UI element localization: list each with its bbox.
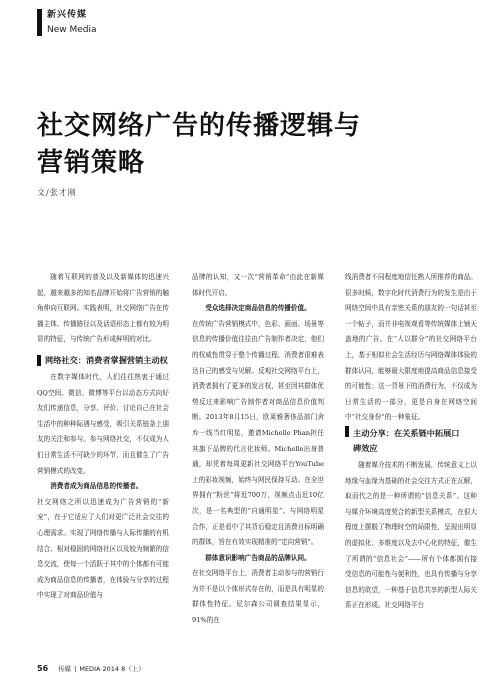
subheading-text: 网络社交：消费者掌握营销主动权 (45, 354, 168, 365)
subheading (37, 353, 169, 368)
paragraph: 在传统广告营销模式中，色彩、画面、场景等信息的传播价值往往由广告制作者决定，他们的权威性贯穿于整个传播过程，消费者很难表达自己的感受与见解。反观社交网络平台上，消费者拥有了更多的发言权，甚至因其群体优势反过来影响广告制作者对商品信息价值判断。2013年8月15日，欧莱雅奢侈品部门舍弃一线当红明星，邀请Michelle Phan担任其旗下品牌的代言化妆师。Michelle出身普通，却凭着每周更新社交网络平台YouTube上的彩妆视频，始终与网民保持互动。在全世界拥有“粉丝”将近700万，视频点击近10亿次，是一名典型的“自通明星”。与网络明星合作，正是看中了其背后稳定且消费目标明确的群体，旨在有效实现精准的“定向营销”。 (192, 319, 324, 547)
subheading-marker (37, 355, 41, 366)
paragraph-lead: 消费者成为商品信息的传播者。 (50, 482, 143, 491)
section-tag-en: New Media (47, 25, 97, 35)
subheading-text-line2: 碑效应 (353, 442, 378, 453)
paragraph: 在数字媒体时代，人们往往热衷于通过QQ空间、微信、微博等平台以动态方式向好友们传递信息，分享、评价、讨论自己在社会生活中的种种际遇与感受，吸引关系链条上朋友的关注和参与。参与网络社交，不仅成为人们日常生活不可缺少的环节，而且催生了广告营销模式的改变。 (37, 372, 169, 475)
section-tag-cn: 新兴传媒 (47, 10, 88, 20)
column-1 (37, 270, 169, 650)
article-title-line2: 营销策略 (37, 148, 146, 178)
paragraph-lead: 群体意识影响广告商品的品牌认同。 (205, 553, 311, 562)
paragraph: 随着互联网的普及以及新媒体的迅速兴起，越来越多的知名品牌开始将广告营销的触角伸向互联网。实践表明，社交网络广告在传播主体、传播路径以及话语形态上都有较为明显的特征，与传统广告形成鲜明的对比。 (37, 273, 169, 344)
subheading (345, 426, 477, 456)
section-tag (37, 9, 97, 36)
paragraph: 在社交网络平台上，消费者主动参与的营销行为并不是以个体形式存在的，而是具有明显的群体性特征。尼尔森公司调查结果显示，91%的在 (192, 569, 324, 625)
paragraph-lead: 受众选择决定商品信息的传播价值。 (205, 304, 311, 313)
paragraph: 品牌的认知，又一次“营销革命”由此在新媒体时代开启。 (192, 273, 324, 297)
column-3 (345, 270, 477, 650)
journal-name: 传媒 (58, 665, 72, 673)
paragraph: 社交网络之所以迅速成为广告营销的“新宠”，在于它适应了人们对更广泛社会交往的心理需求。实现了网络传播与人际传播的有机结合。相对稳固的网络社区以及较为频繁的信息交流，使每一个活跃于其中的个体都有可能成为商品信息的传播者，在体验与分享的过程中实现了对商品价值与 (37, 497, 169, 600)
article-title-line1: 社交网络广告的传播逻辑与 (37, 111, 362, 141)
paragraph: 随着媒介技术的不断发展，传统意义上以地缘与血缘为基础的社会交往方式正在瓦解，取而代之的是一种所谓的“信息关系”。这种与媒介环境高度契合的新型关系模式，在很大程度上摆脱了物理时空的局限性，呈现出明显的虚拟化、多维度以及去中心化的特征，催生了所谓的“信息社会”——所有个体都拥有接受信息的可能性与便利性，也具有传播与分享信息的欲望，一种基于信息共享的新型人际关系正在形成。社交网络平台 (345, 460, 477, 610)
footer-separator: | (74, 664, 77, 673)
journal-issue: MEDIA 2014 8（上） (79, 665, 145, 673)
page-footer (37, 664, 145, 673)
page-number: 56 (37, 664, 49, 673)
subheading-text-line1: 主动分享：在关系链中拓展口 (353, 427, 460, 438)
article-title (37, 108, 477, 182)
section-tag-bar (37, 9, 42, 36)
column-2 (192, 270, 324, 650)
paragraph: 线消费者不同程度地信任熟人所推荐的商品。很多时候，数字化时代消费行为的发生是由于网络空间中具有亲密关系的朋友的一句话甚至一个帖子，而并非电视观看等传统媒体上铺天盖地的广告。在“人以群分”的社交网络平台上，基于相似社会生活经历与网络媒体体验的群体认同，能够最大限度地提高商品信息接受的可能性；这一背景下的消费行为，不仅成为日常生活的一部分，更是自身在网络空间中“社交身份”的一种象征。 (345, 273, 477, 422)
subheading-marker (345, 426, 349, 437)
byline: 文/张才刚 (37, 188, 77, 197)
